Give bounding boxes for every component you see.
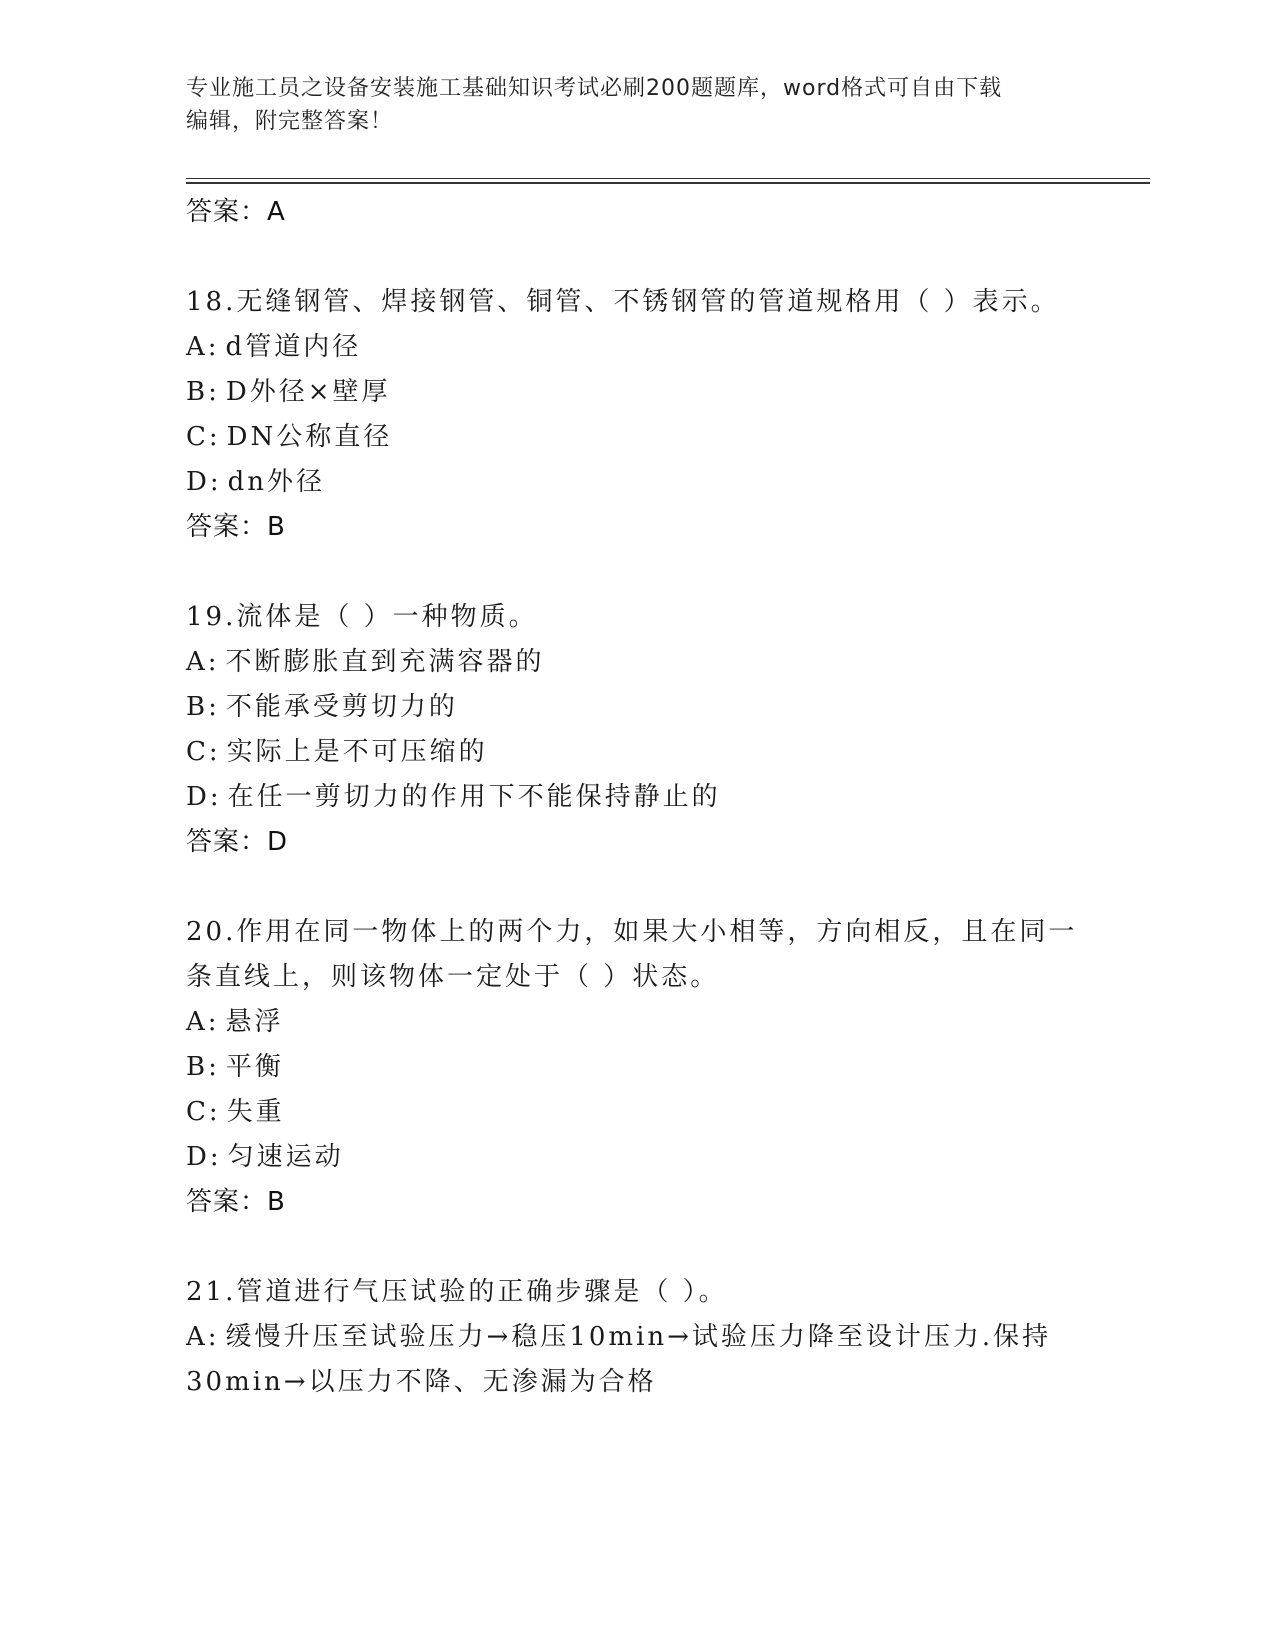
- option-c: [186, 730, 1086, 775]
- option-text: dn外径: [227, 467, 325, 497]
- question-list: [186, 190, 1086, 1405]
- option-label: C:: [186, 1097, 221, 1127]
- spacer: [186, 550, 1086, 595]
- option-b: [186, 685, 1086, 730]
- question-text: 20.作用在同一物体上的两个力，如果大小相等，方向相反，且在同一条直线上，则该物体一定处于（ ）状态。: [186, 917, 1078, 992]
- answer-line: 答案：B: [186, 512, 286, 542]
- option-a: [186, 640, 1086, 685]
- option-text: 实际上是不可压缩的: [226, 737, 488, 767]
- option-a: [186, 1000, 1086, 1045]
- answer-line: 答案：A: [186, 197, 286, 227]
- option-label: A:: [186, 1007, 220, 1037]
- option-label: B:: [186, 377, 220, 407]
- question-block: [186, 1270, 1086, 1405]
- option-c: [186, 1090, 1086, 1135]
- question-text: 19.流体是（ ）一种物质。: [186, 602, 538, 632]
- header-line-1: 专业施工员之设备安装施工基础知识考试必刷200题题库，word格式可自由下载: [186, 76, 1003, 101]
- option-label: B:: [186, 692, 220, 722]
- question-block: [186, 280, 1086, 550]
- option-label: A:: [186, 647, 220, 677]
- option-text: 悬浮: [225, 1007, 284, 1037]
- option-label: D:: [186, 782, 222, 812]
- option-text: 在任一剪切力的作用下不能保持静止的: [227, 782, 721, 812]
- option-text: DN公称直径: [226, 422, 393, 452]
- question-block: [186, 595, 1086, 865]
- header-rule-thick: [186, 182, 1150, 184]
- option-label: A:: [186, 332, 220, 362]
- option-label: D:: [186, 467, 222, 497]
- option-a: [186, 1315, 1086, 1405]
- option-label: C:: [186, 422, 221, 452]
- spacer: [186, 1225, 1086, 1270]
- option-b: [186, 370, 1086, 415]
- question-text: 18.无缝钢管、焊接钢管、铜管、不锈钢管的管道规格用（ ）表示。: [186, 287, 1060, 317]
- option-d: [186, 460, 1086, 505]
- option-label: C:: [186, 737, 221, 767]
- answer-line: 答案：D: [186, 827, 289, 857]
- question-block: [186, 910, 1086, 1225]
- option-label: B:: [186, 1052, 220, 1082]
- option-a: [186, 325, 1086, 370]
- option-text: D外径×壁厚: [225, 377, 391, 407]
- answer-line: 答案：B: [186, 1187, 286, 1217]
- option-b: [186, 1045, 1086, 1090]
- option-d: [186, 775, 1086, 820]
- option-text: 匀速运动: [227, 1142, 344, 1172]
- option-label: A:: [186, 1322, 220, 1352]
- option-label: D:: [186, 1142, 222, 1172]
- option-text: 平衡: [225, 1052, 284, 1082]
- option-d: [186, 1135, 1086, 1180]
- spacer: [186, 865, 1086, 910]
- option-c: [186, 415, 1086, 460]
- header-line-2: 编辑，附完整答案！: [186, 109, 394, 134]
- spacer: [186, 235, 1086, 280]
- option-text: 缓慢升压至试验压力→稳压10min→试验压力降至设计压力.保持30min→以压力不降、无渗漏为合格: [186, 1322, 1052, 1397]
- header-rule-thin: [186, 178, 1150, 179]
- option-text: d管道内径: [225, 332, 362, 362]
- option-text: 不能承受剪切力的: [225, 692, 458, 722]
- option-text: 不断膨胀直到充满容器的: [225, 647, 545, 677]
- document-header: [186, 72, 1086, 138]
- question-text: 21.管道进行气压试验的正确步骤是（ ）。: [186, 1277, 728, 1307]
- option-text: 失重: [226, 1097, 285, 1127]
